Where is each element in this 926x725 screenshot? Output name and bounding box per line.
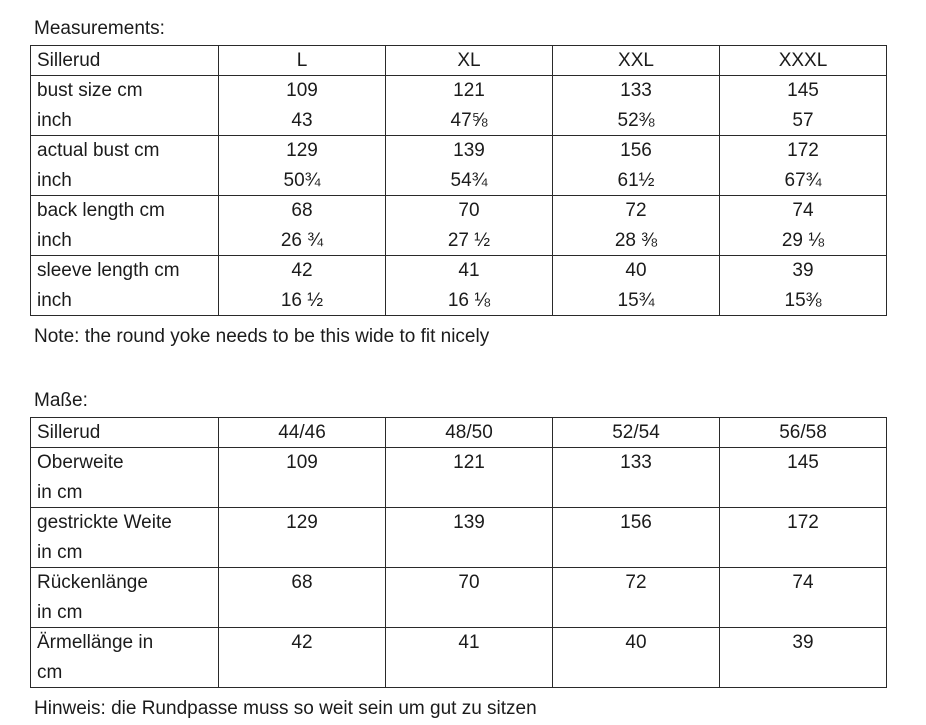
measurements-table: [30, 45, 887, 316]
row-label-inch: inch: [37, 169, 72, 191]
value-cell: [553, 256, 720, 316]
size-header-row: [31, 46, 887, 76]
value-cm: 42: [291, 632, 313, 653]
row-label-cm: sleeve length cm: [37, 260, 180, 281]
table-row-aermellaenge: [31, 628, 887, 688]
value-cell: [553, 628, 720, 688]
row-label-cm: back length cm: [37, 200, 165, 221]
value-cm: 40: [625, 260, 647, 281]
value-cm: 129: [286, 140, 318, 161]
value-cm: 121: [453, 452, 485, 473]
value-cell: [386, 508, 553, 568]
value-cell: [553, 568, 720, 628]
size-header-48-50: 48/50: [386, 418, 553, 448]
value-cell: [219, 136, 386, 196]
value-cell: [386, 136, 553, 196]
table-row-bust-size: [31, 76, 887, 136]
row-label-line2: in cm: [37, 601, 83, 623]
table-row-back-length: [31, 196, 887, 256]
table-row-rueckenlaenge: [31, 568, 887, 628]
row-label-cell: [31, 568, 219, 628]
size-header-xl: XL: [386, 46, 553, 76]
size-header-44-46: 44/46: [219, 418, 386, 448]
value-cm: 72: [625, 200, 647, 221]
size-header-52-54: 52/54: [553, 418, 720, 448]
value-cm: 133: [620, 452, 652, 473]
value-cell: [720, 196, 887, 256]
value-cm: 74: [792, 200, 814, 221]
value-cell: [720, 448, 887, 508]
row-label-line1: Ärmellänge in: [37, 632, 154, 653]
value-cell: [219, 256, 386, 316]
value-cell: [720, 508, 887, 568]
row-label-inch: inch: [37, 289, 72, 311]
value-cell: [219, 628, 386, 688]
row-label-cm: bust size cm: [37, 80, 143, 101]
value-cell: [386, 76, 553, 136]
value-cm: 109: [286, 452, 318, 473]
value-cm: 68: [291, 200, 313, 221]
masse-table: [30, 417, 887, 688]
value-cell: [553, 76, 720, 136]
row-label-cell: [31, 196, 219, 256]
row-label-cell: [31, 448, 219, 508]
value-cm: 121: [453, 80, 485, 101]
value-cm: 68: [291, 572, 313, 593]
value-cm: 172: [787, 512, 819, 533]
row-label-cell: [31, 508, 219, 568]
row-label-cell: [31, 136, 219, 196]
value-inch: 16 ⅛: [447, 289, 491, 311]
value-cell: [219, 76, 386, 136]
value-cell: [553, 196, 720, 256]
value-cm: 156: [620, 512, 652, 533]
row-label-line2: in cm: [37, 481, 83, 503]
value-cell: [219, 568, 386, 628]
value-cm: 145: [787, 452, 819, 473]
value-cell: [553, 508, 720, 568]
value-cell: [720, 568, 887, 628]
value-cell: [553, 136, 720, 196]
table-row-actual-bust: [31, 136, 887, 196]
value-inch: 43: [291, 109, 313, 131]
value-inch: 61½: [617, 169, 655, 191]
value-inch: 57: [792, 109, 814, 131]
value-cm: 41: [458, 260, 480, 281]
value-cm: 39: [792, 632, 814, 653]
value-cell: [553, 448, 720, 508]
value-inch: 29 ⅛: [781, 229, 825, 251]
value-cell: [386, 196, 553, 256]
value-cm: 139: [453, 512, 485, 533]
size-header-xxxl: XXXL: [720, 46, 887, 76]
value-cell: [219, 448, 386, 508]
row-label-inch: inch: [37, 109, 72, 131]
value-inch: 15⅜: [784, 289, 822, 311]
value-cell: [720, 76, 887, 136]
table-title-cell: Sillerud: [31, 46, 219, 76]
value-cm: 40: [625, 632, 647, 653]
size-header-l: L: [219, 46, 386, 76]
table-row-gestrickte-weite: [31, 508, 887, 568]
value-cell: [386, 256, 553, 316]
size-header-row: [31, 418, 887, 448]
value-cm: 139: [453, 140, 485, 161]
value-cell: [720, 256, 887, 316]
value-cell: [219, 508, 386, 568]
english-note: Note: the round yoke needs to be this wide to fit nicely: [34, 326, 490, 347]
value-cm: 172: [787, 140, 819, 161]
value-inch: 16 ½: [280, 289, 324, 311]
row-label-line1: Rückenlänge: [37, 572, 148, 593]
value-cell: [720, 136, 887, 196]
value-cm: 39: [792, 260, 814, 281]
value-cell: [219, 196, 386, 256]
value-cell: [386, 448, 553, 508]
row-label-line1: gestrickte Weite: [37, 512, 172, 533]
value-cm: 41: [458, 632, 480, 653]
value-cm: 74: [792, 572, 814, 593]
value-inch: 27 ½: [447, 229, 491, 251]
value-cm: 70: [458, 200, 480, 221]
value-cm: 70: [458, 572, 480, 593]
value-cm: 156: [620, 140, 652, 161]
value-cell: [386, 568, 553, 628]
german-note: Hinweis: die Rundpasse muss so weit sein um gut zu sitzen: [34, 698, 537, 719]
row-label-cell: [31, 628, 219, 688]
size-header-56-58: 56/58: [720, 418, 887, 448]
row-label-line1: Oberweite: [37, 452, 124, 473]
value-cm: 109: [286, 80, 318, 101]
value-cell: [720, 628, 887, 688]
row-label-cm: actual bust cm: [37, 140, 160, 161]
masse-heading: Maße:: [34, 390, 88, 411]
row-label-inch: inch: [37, 229, 72, 251]
size-header-xxl: XXL: [553, 46, 720, 76]
value-cm: 133: [620, 80, 652, 101]
row-label-line2: cm: [37, 661, 63, 683]
value-inch: 67¾: [784, 169, 822, 191]
row-label-cell: [31, 256, 219, 316]
value-inch: 50¾: [283, 169, 321, 191]
value-inch: 28 ⅜: [614, 229, 658, 251]
value-cm: 129: [286, 512, 318, 533]
measurements-heading: Measurements:: [34, 18, 165, 39]
value-inch: 15¾: [617, 289, 655, 311]
table-title-cell: Sillerud: [31, 418, 219, 448]
value-cm: 72: [625, 572, 647, 593]
value-inch: 52⅜: [617, 109, 655, 131]
value-inch: 47⅝: [450, 109, 488, 131]
value-cm: 42: [291, 260, 313, 281]
table-row-sleeve-length: [31, 256, 887, 316]
row-label-line2: in cm: [37, 541, 83, 563]
value-cm: 145: [787, 80, 819, 101]
value-cell: [386, 628, 553, 688]
row-label-cell: [31, 76, 219, 136]
value-inch: 54¾: [450, 169, 488, 191]
table-row-oberweite: [31, 448, 887, 508]
value-inch: 26 ¾: [280, 229, 324, 251]
